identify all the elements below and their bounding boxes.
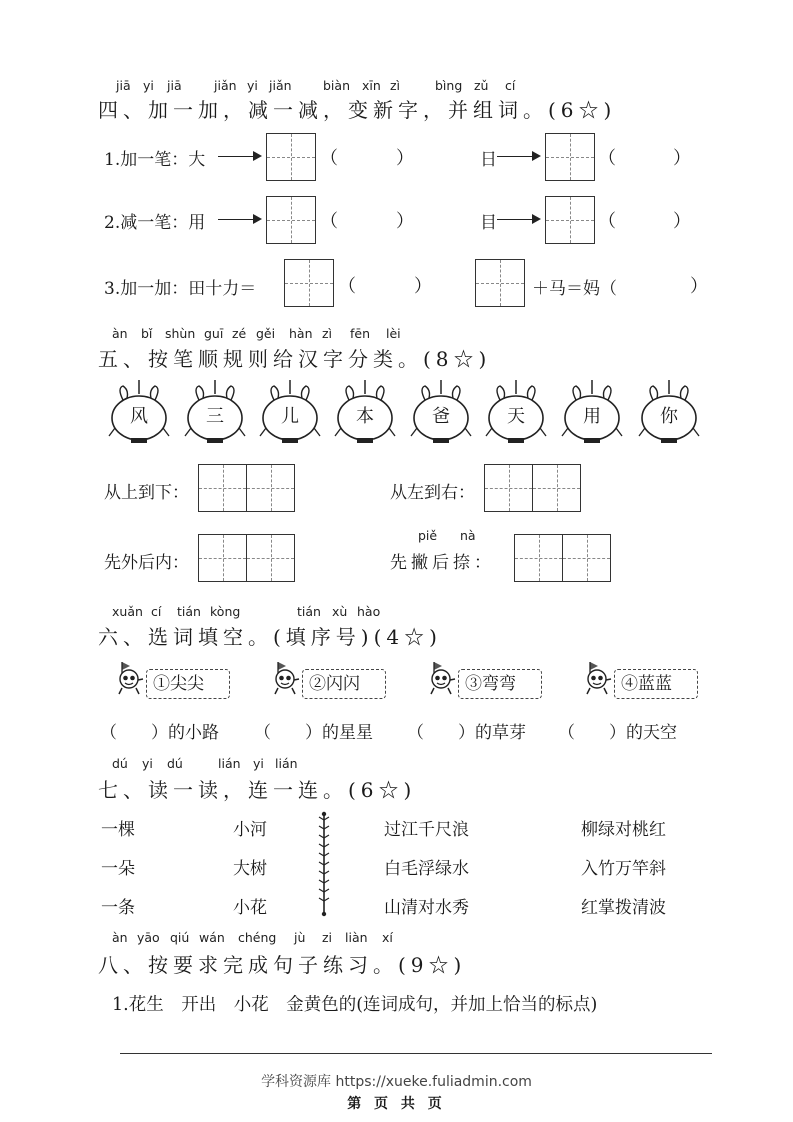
lantern-card[interactable]: [258, 380, 322, 446]
divider-vine-icon: [316, 810, 332, 918]
pinyin: chéng: [238, 930, 277, 945]
pinyin: gěi: [256, 326, 276, 341]
pinyin: lián: [275, 756, 298, 771]
robot-mascot-icon: [114, 660, 144, 696]
lantern-card[interactable]: [484, 380, 548, 446]
pinyin: jiǎn: [269, 78, 292, 93]
lantern-char: 本: [356, 406, 374, 427]
paren-open: （: [320, 148, 338, 169]
tianzige-box[interactable]: [266, 196, 316, 244]
s8-heading: 八、按要求完成句子练习。(9☆): [98, 953, 467, 977]
pinyin: biàn: [323, 78, 350, 93]
lantern-card[interactable]: [107, 380, 171, 446]
pinyin: hàn: [289, 326, 313, 341]
s4-q1-right-label: 日: [480, 150, 497, 170]
s7-col2-item[interactable]: 小花: [233, 898, 267, 918]
s4-q2-label: 2.减一笔：用: [104, 213, 206, 233]
pinyin: zì: [322, 326, 333, 341]
paren-close: ）: [673, 211, 691, 232]
pinyin: yi: [143, 78, 154, 93]
s7-col3-item[interactable]: 白毛浮绿水: [384, 859, 469, 879]
lantern-char: 风: [130, 406, 148, 427]
lantern-char: 天: [507, 406, 525, 427]
tianzige-box[interactable]: [545, 196, 595, 244]
pinyin: kòng: [210, 604, 241, 619]
pinyin: jù: [294, 930, 306, 945]
lantern-char: 三: [206, 406, 224, 427]
pinyin: yi: [142, 756, 153, 771]
s7-col3-item[interactable]: 过江千尺浪: [384, 820, 469, 840]
s4-heading: 四、加一加，减一减，变新字，并组词。(6☆): [98, 98, 617, 122]
page-number: 第 页 共 页: [347, 1096, 446, 1112]
s6-blank-3[interactable]: （ ）的草芽: [407, 723, 526, 743]
tianzige-box[interactable]: [246, 464, 295, 512]
s7-col2-item[interactable]: 大树: [233, 859, 267, 879]
pinyin: zǔ: [474, 78, 489, 93]
pinyin: àn: [112, 326, 128, 341]
pinyin: dú: [112, 756, 128, 771]
pinyin: zé: [232, 326, 247, 341]
pinyin: qiú: [170, 930, 190, 945]
s7-col4-item[interactable]: 入竹万竿斜: [581, 859, 666, 879]
s7-col1-item[interactable]: 一棵: [101, 820, 135, 840]
s4-pinyin-row: [116, 78, 536, 94]
pinyin: liàn: [345, 930, 368, 945]
pinyin: yi: [247, 78, 258, 93]
s6-blank-2[interactable]: （ ）的星星: [254, 723, 373, 743]
tianzige-box[interactable]: [514, 534, 563, 582]
s5-cat3-label: 先外后内：: [104, 553, 189, 573]
pinyin: jiā: [116, 78, 131, 93]
pinyin: jiǎn: [214, 78, 237, 93]
footer-divider: [120, 1053, 712, 1054]
word-option[interactable]: ③弯弯: [458, 669, 542, 699]
pinyin: cí: [151, 604, 162, 619]
tianzige-box[interactable]: [484, 464, 533, 512]
pinyin: fēn: [350, 326, 371, 341]
tianzige-box[interactable]: [198, 534, 247, 582]
tianzige-box[interactable]: [545, 133, 595, 181]
pinyin: lián: [218, 756, 241, 771]
lantern-char: 儿: [281, 406, 299, 427]
lantern-char: 用: [583, 406, 601, 427]
paren-open: （: [598, 211, 616, 232]
pinyin: zi: [322, 930, 333, 945]
tianzige-box[interactable]: [284, 259, 334, 307]
paren-close: ）: [396, 148, 414, 169]
paren-open: （: [320, 211, 338, 232]
pinyin: piě: [418, 528, 438, 543]
paren-close: ）: [414, 276, 432, 297]
s8-pinyin-row: [112, 930, 412, 946]
lantern-char: 你: [660, 406, 678, 427]
arrow-icon: [218, 156, 260, 157]
pinyin: yāo: [137, 930, 160, 945]
s4-q2-right-label: 目: [480, 213, 497, 233]
arrow-icon: [497, 219, 539, 220]
paren-close: ）: [690, 276, 708, 297]
s5-cat2-label: 从左到右：: [390, 483, 475, 503]
s6-blank-1[interactable]: （ ）的小路: [100, 723, 219, 743]
s7-heading: 七、读一读，连一连。(6☆): [98, 778, 417, 802]
s6-pinyin-right: [297, 604, 407, 620]
lantern-card[interactable]: [333, 380, 397, 446]
word-option[interactable]: ①尖尖: [146, 669, 230, 699]
pinyin: cí: [505, 78, 516, 93]
s6-pinyin-left: [112, 604, 312, 620]
pinyin: shùn: [165, 326, 196, 341]
lantern-card[interactable]: [409, 380, 473, 446]
pinyin: dú: [167, 756, 183, 771]
paren-close: ）: [673, 148, 691, 169]
s7-col1-item[interactable]: 一条: [101, 898, 135, 918]
arrow-icon: [218, 219, 260, 220]
s6-blank-4[interactable]: （ ）的天空: [558, 723, 677, 743]
lantern-card[interactable]: [183, 380, 247, 446]
pinyin: xīn: [362, 78, 381, 93]
s5-cat4-label: 先撇后捺：: [390, 553, 495, 573]
s8-q1: 1.花生 开出 小花 金黄色的(连词成句，并加上恰当的标点): [112, 995, 598, 1015]
pinyin: àn: [112, 930, 128, 945]
pinyin: jiā: [167, 78, 182, 93]
s7-col4-item[interactable]: 红掌拨清波: [581, 898, 666, 918]
pinyin: hào: [357, 604, 381, 619]
lantern-card[interactable]: [560, 380, 624, 446]
word-option[interactable]: ②闪闪: [302, 669, 386, 699]
robot-mascot-icon: [270, 660, 300, 696]
pinyin: zì: [390, 78, 401, 93]
lantern-char: 爸: [432, 406, 450, 427]
tianzige-box[interactable]: [198, 464, 247, 512]
tianzige-box[interactable]: [562, 534, 611, 582]
pinyin: wán: [199, 930, 225, 945]
pinyin: xù: [332, 604, 348, 619]
tianzige-box[interactable]: [246, 534, 295, 582]
s5-pinyin-row: [112, 326, 412, 342]
robot-mascot-icon: [582, 660, 612, 696]
s7-pinyin-row: [112, 756, 312, 772]
pinyin: guī: [204, 326, 224, 341]
lantern-card[interactable]: [637, 380, 701, 446]
tianzige-box[interactable]: [266, 133, 316, 181]
pinyin: tián: [177, 604, 201, 619]
pinyin: tián: [297, 604, 321, 619]
s6-heading: 六、选词填空。(填序号)(4☆): [98, 625, 442, 649]
tianzige-box[interactable]: [532, 464, 581, 512]
s7-col3-item[interactable]: 山清对水秀: [384, 898, 469, 918]
s4-q1-label: 1.加一笔：大: [104, 150, 206, 170]
pinyin: bìng: [435, 78, 463, 93]
tianzige-box[interactable]: [475, 259, 525, 307]
s4-q3-label: 3.加一加：田十力＝: [104, 279, 257, 299]
s5-cat1-label: 从上到下：: [104, 483, 189, 503]
paren-open: （: [338, 276, 356, 297]
word-option[interactable]: ④蓝蓝: [614, 669, 698, 699]
pinyin: bǐ: [141, 326, 153, 341]
pinyin: xí: [382, 930, 393, 945]
s5-heading: 五、按笔顺规则给汉字分类。(8☆): [98, 347, 492, 371]
s4-q3-right-tail: ＋马＝妈（: [532, 279, 617, 299]
s7-col2-item[interactable]: 小河: [233, 820, 267, 840]
pinyin: nà: [460, 528, 476, 543]
s5-cat4-pinyin: [418, 528, 498, 544]
arrow-icon: [497, 156, 539, 157]
pinyin: yi: [253, 756, 264, 771]
s7-col1-item[interactable]: 一朵: [101, 859, 135, 879]
paren-open: （: [598, 148, 616, 169]
robot-mascot-icon: [426, 660, 456, 696]
paren-close: ）: [396, 211, 414, 232]
pinyin: lèi: [386, 326, 401, 341]
pinyin: xuǎn: [112, 604, 143, 619]
s7-col4-item[interactable]: 柳绿对桃红: [581, 820, 666, 840]
footer-source: 学科资源库 https://xueke.fuliadmin.com: [261, 1074, 532, 1090]
